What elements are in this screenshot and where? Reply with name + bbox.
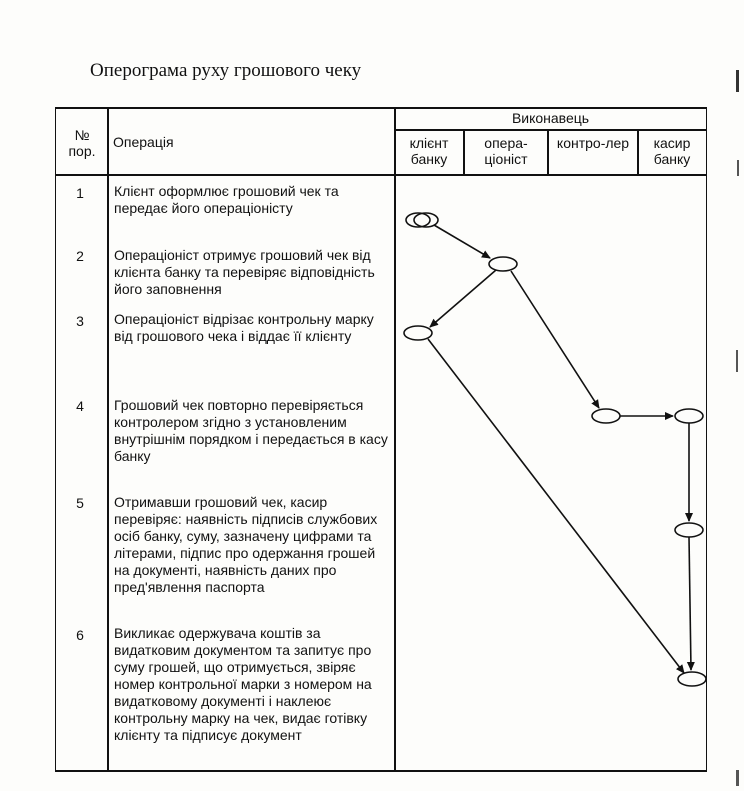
arrow-client-to-operator	[434, 225, 490, 258]
arrow-cashier-step5-to-step6	[689, 537, 691, 670]
row-number: 4	[76, 398, 84, 414]
arrow-client-to-cashier	[428, 339, 684, 673]
row-number: 2	[76, 248, 84, 264]
node-cashier-step4	[675, 409, 703, 423]
row-number: 3	[76, 313, 84, 329]
node-client-step3	[404, 326, 432, 340]
header-executor-client: клієнт банку	[409, 135, 449, 167]
node-operator-step2	[489, 257, 517, 271]
header-executor-controller: контро-лер	[556, 135, 630, 151]
arrow-operator-to-controller	[511, 271, 599, 408]
row-operation-text: Викликає одержувача коштів за видатковим документом та запитує про суму грошей, що отримується, звіряє номер контрольної марки з номером на видатковому документі і наклеює контрольну марку на чек, видає готівку клієнту та підписує документ	[114, 625, 372, 743]
node-cashier-step5	[675, 523, 703, 537]
margin-mark	[736, 770, 739, 786]
node-controller-step4	[592, 409, 620, 423]
node-cashier-step6	[678, 672, 706, 686]
row-number: 5	[76, 495, 84, 511]
page-title: Оперограма руху грошового чеку	[90, 60, 362, 81]
row-operation-text: Операціоніст відрізає контрольну марку від грошового чека і віддає її клієнту	[114, 311, 374, 344]
row-number: 6	[76, 627, 84, 643]
margin-mark	[736, 350, 738, 372]
row-operation-text: Клієнт оформлює грошовий чек та передає його операціоністу	[114, 183, 339, 216]
row-operation-text: Операціоніст отримує грошовий чек від клієнта банку та перевіряє відповідність його заповнення	[114, 247, 375, 297]
row-operation-text: Грошовий чек повторно перевіряється контролером згідно з установленим внутрішнім порядком і передається в касу банку	[114, 397, 388, 464]
row-number: 1	[76, 185, 84, 201]
margin-mark	[736, 70, 739, 92]
header-executor-operator: опера-ціоніст	[484, 135, 528, 167]
margin-mark	[737, 160, 739, 176]
arrow-operator-to-client	[430, 270, 496, 327]
row-operation-text: Отримавши грошовий чек, касир перевіряє: наявність підписів службових осіб банку, суму, зазначену цифрами та літерами, підпис про одержання грошей на документі, наявність даних про пред'явлення паспорта	[114, 494, 378, 595]
header-number: № пор.	[68, 127, 96, 159]
header-executor-cashier: касир банку	[653, 135, 691, 167]
header-operation: Операція	[113, 134, 174, 150]
header-executor: Виконавець	[511, 110, 590, 126]
